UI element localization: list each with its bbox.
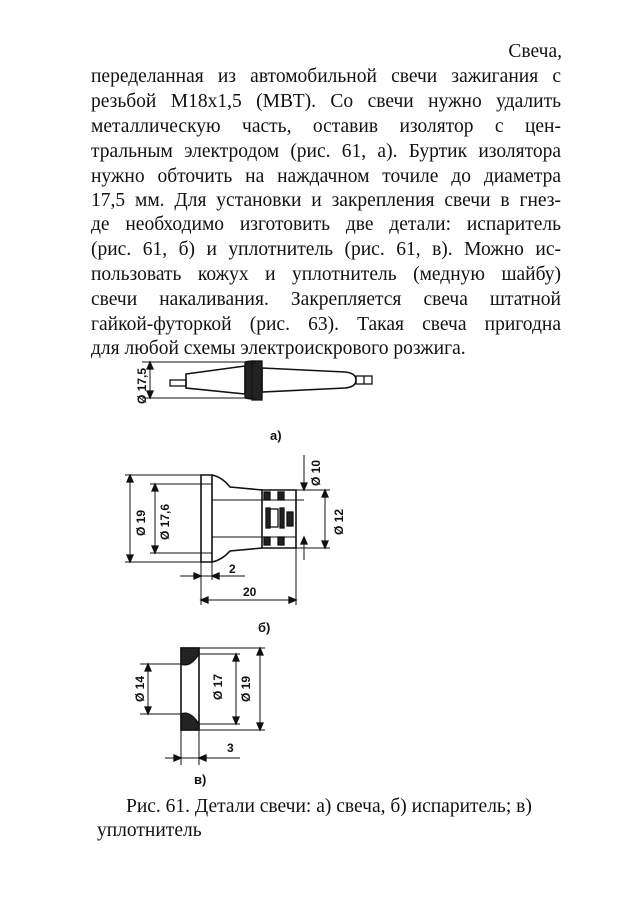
paragraph-line-5: тральным электродом (рис. 61, а). Буртик изолятора <box>91 141 561 162</box>
paragraph-line-4: металлическую часть, оставив изолятор с цен- <box>91 116 561 137</box>
figure-b-label: б) <box>258 620 271 635</box>
paragraph-line-11: свечи накаливания. Закрепляется свеча штатной <box>91 289 561 310</box>
paragraph-line-8: де необходимо изготовить две детали: испаритель <box>91 214 561 235</box>
dim-b-d10: Ø 10 <box>309 459 323 486</box>
paragraph-line-6: нужно обточить на наждачном точиле до диаметра <box>91 166 561 187</box>
figure-caption-line-1: Рис. 61. Детали свечи: а) свеча, б) испаритель; в) <box>126 796 532 817</box>
dim-b-d19: Ø 19 <box>134 509 148 536</box>
paragraph-line-3: резьбой М18х1,5 (МВТ). Со свечи нужно удалить <box>91 91 561 112</box>
figure-a-spark-plug <box>142 361 372 400</box>
dim-b-d17-6: Ø 17,6 <box>158 503 172 540</box>
paragraph-line-2: переделанная из автомобильной свечи зажигания с <box>91 66 561 87</box>
dim-b-20: 20 <box>243 585 257 599</box>
dim-c-d14: Ø 14 <box>133 675 147 702</box>
dim-a-d17-5: Ø 17,5 <box>135 367 149 404</box>
dim-b-2: 2 <box>229 562 236 576</box>
paragraph-line-10: пользовать кожух и уплотнитель (медную шайбу) <box>91 264 561 285</box>
figure-caption-line-2: уплотнитель <box>97 820 202 841</box>
dim-c-3: 3 <box>227 741 234 755</box>
dim-c-d19: Ø 19 <box>239 675 253 702</box>
paragraph-line-12: гайкой-футоркой (рис. 63). Такая свеча пригодна <box>91 314 561 335</box>
figure-c-seal <box>140 648 265 765</box>
paragraph-line-13: для любой схемы электроискрового розжига. <box>91 338 466 359</box>
paragraph-line-9: (рис. 61, б) и уплотнитель (рис. 61, в). Можно ис- <box>91 239 561 260</box>
figure-b-evaporator <box>125 455 330 605</box>
paragraph-line-1: Свеча, <box>508 41 562 62</box>
figure-a-label: а) <box>270 428 282 443</box>
dim-b-d12: Ø 12 <box>332 508 346 535</box>
dim-c-d17: Ø 17 <box>211 673 225 700</box>
figure-c-label: в) <box>194 772 207 787</box>
paragraph-line-7: 17,5 мм. Для установки и закрепления свечи в гнез- <box>91 190 561 211</box>
